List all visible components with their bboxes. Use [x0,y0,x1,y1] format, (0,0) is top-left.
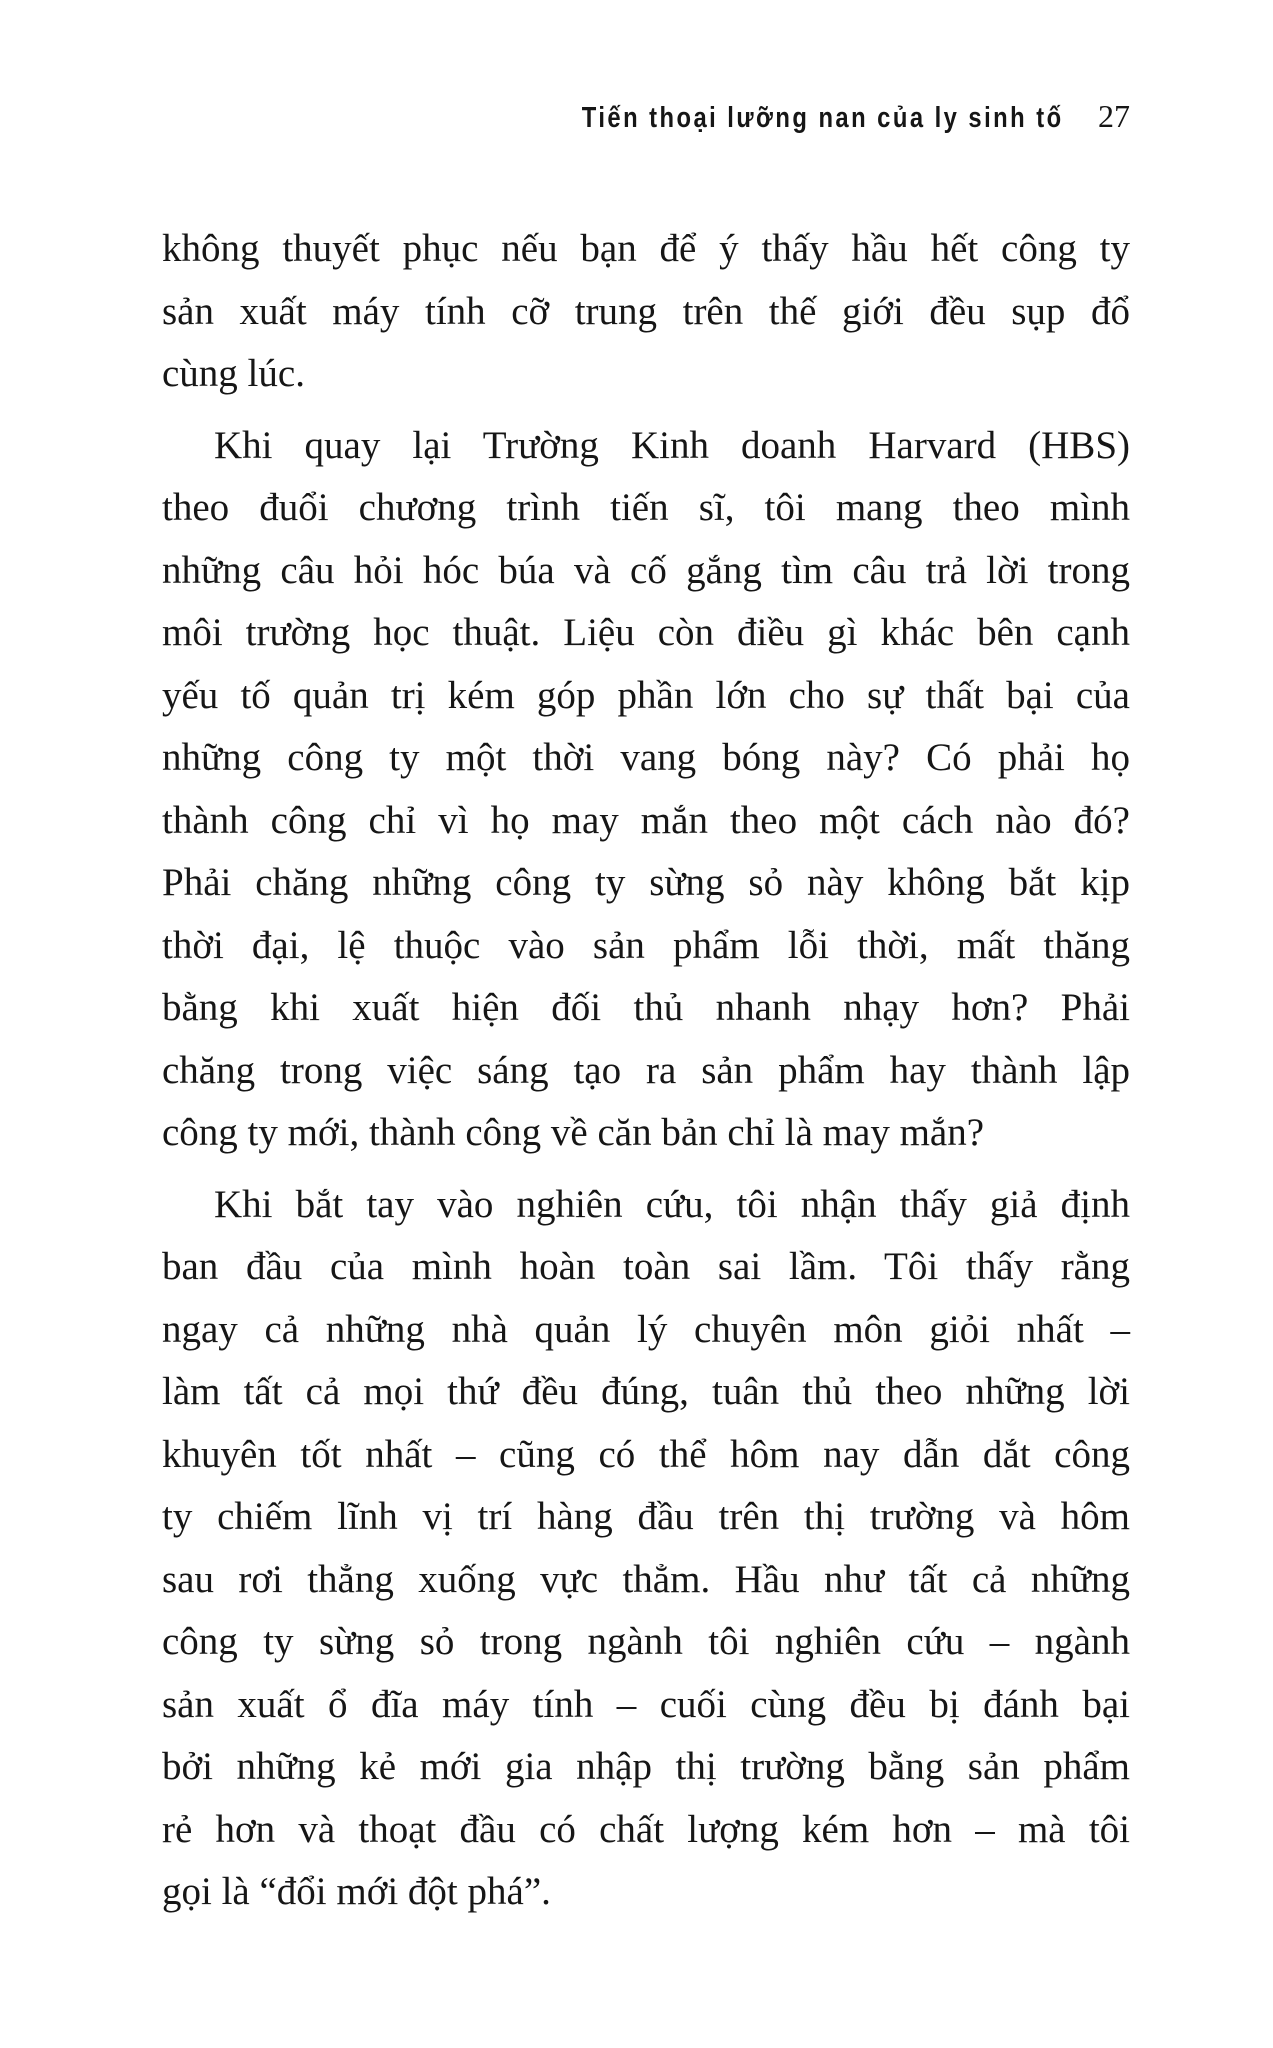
text-line: môi trường học thuật. Liệu còn điều gì khác bên cạnh [162,611,1130,654]
text-line: thời đại, lệ thuộc vào sản phẩm lỗi thời, mất thăng [162,923,1130,967]
text-line: Khi bắt tay vào nghiên cứu, tôi nhận thấy giả định [214,1182,1130,1226]
paragraph [162,1174,1130,1924]
text-line: theo đuổi chương trình tiến sĩ, tôi mang theo mình [162,486,1130,529]
text-line: Phải chăng những công ty sừng sỏ này không bắt kịp [162,861,1130,904]
text-line: sản xuất ổ đĩa máy tính – cuối cùng đều bị đánh bại [162,1682,1130,1726]
text-line: không thuyết phục nếu bạn để ý thấy hầu hết công ty [162,227,1130,270]
text-line: cùng lúc. [162,352,305,395]
text-line: rẻ hơn và thoạt đầu có chất lượng kém hơn – mà tôi [162,1807,1130,1851]
text-line: công ty sừng sỏ trong ngành tôi nghiên cứu – ngành [162,1620,1130,1663]
text-line: bởi những kẻ mới gia nhập thị trường bằng sản phẩm [162,1745,1130,1788]
text-line: chăng trong việc sáng tạo ra sản phẩm hay thành lập [162,1048,1130,1092]
text-line: ban đầu của mình hoàn toàn sai lầm. Tôi thấy rằng [162,1245,1130,1288]
text-line: bằng khi xuất hiện đối thủ nhanh nhạy hơn? Phải [162,986,1130,1029]
text-line: sau rơi thẳng xuống vực thẳm. Hầu như tất cả những [162,1557,1130,1601]
page-number: 27 [1098,98,1130,134]
paragraph [162,415,1130,1165]
text-line: yếu tố quản trị kém góp phần lớn cho sự thất bại của [162,673,1130,717]
text-line: những công ty một thời vang bóng này? Có phải họ [162,736,1130,779]
text-line: khuyên tốt nhất – cũng có thể hôm nay dẫn dắt công [162,1432,1130,1476]
running-header [510,98,1130,135]
text-line: ngay cả những nhà quản lý chuyên môn giỏi nhất – [162,1307,1130,1351]
text-line: thành công chỉ vì họ may mắn theo một cách nào đó? [162,798,1130,842]
paragraph [162,218,1130,406]
running-title: Tiến thoại lưỡng nan của ly sinh tố [582,102,1064,134]
text-line: ty chiếm lĩnh vị trí hàng đầu trên thị trường và hôm [162,1495,1130,1538]
text-line: công ty mới, thành công về căn bản chỉ là may mắn? [162,1111,985,1154]
body-text [162,218,1130,1933]
text-line: làm tất cả mọi thứ đều đúng, tuân thủ theo những lời [162,1370,1130,1413]
text-line: sản xuất máy tính cỡ trung trên thế giới đều sụp đổ [162,289,1130,333]
text-line: Khi quay lại Trường Kinh doanh Harvard (HBS) [214,423,1130,467]
text-line: gọi là “đổi mới đột phá”. [162,1870,551,1913]
text-line: những câu hỏi hóc búa và cố gắng tìm câu trả lời trong [162,548,1130,592]
